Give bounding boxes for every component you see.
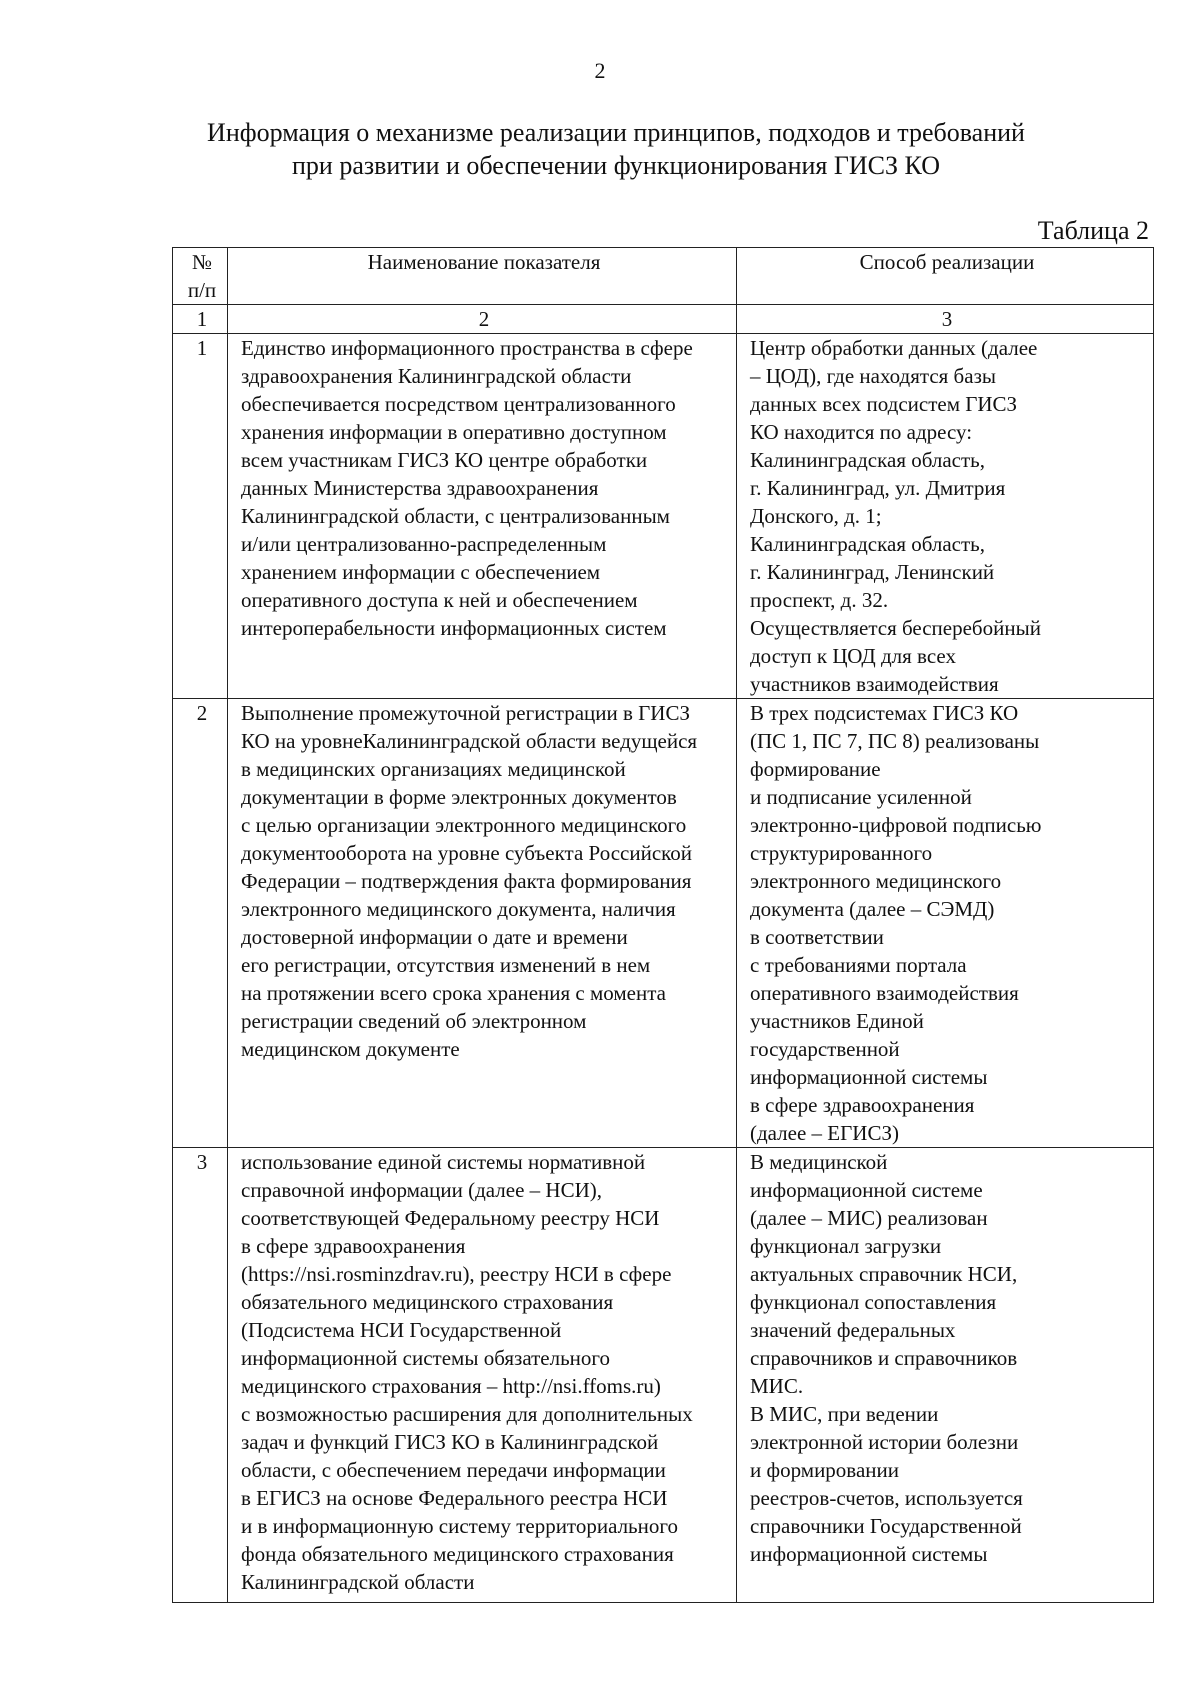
header-name: Наименование показателя	[228, 248, 737, 305]
row-number: 1	[173, 334, 228, 699]
implementation-method: Центр обработки данных (далее – ЦОД), где находятся базы данных всех подсистем ГИСЗ КО находится по адресу: Калининградская область, г. Калининград, ул. Дмитрия Донского, д. 1; Калининградская область, г. Калининград, Ленинский проспект, д. 32. Осуществляется бесперебойный доступ к ЦОД для всех участников взаимодействия	[737, 334, 1154, 699]
column-index-1: 1	[173, 305, 228, 334]
column-index-row	[173, 305, 1154, 334]
header-method: Способ реализации	[737, 248, 1154, 305]
table-caption: Таблица 2	[1037, 216, 1149, 245]
indicator-name: использование единой системы нормативной справочной информации (далее – НСИ), соответствующей Федеральному реестру НСИ в сфере здравоохранения (https://nsi.rosminzdrav.ru), реестру НСИ в сфере обязательного медицинского страхования (Подсистема НСИ Государственной информационной системы обязательного медицинского страхования – http://nsi.ffoms.ru) с возможностью расширения для дополнительных задач и функций ГИСЗ КО в Калининградской области, с обеспечением передачи информации в ЕГИСЗ на основе Федерального реестра НСИ и в информационную систему территориального фонда обязательного медицинского страхования Калининградской области	[228, 1148, 737, 1603]
indicator-name: Выполнение промежуточной регистрации в ГИСЗ КО на уровнеКалининградской области ведущейся в медицинских организациях медицинской документации в форме электронных документов с целью организации электронного медицинского документооборота на уровне субъекта Российской Федерации – подтверждения факта формирования электронного медицинского документа, наличия достоверной информации о дате и времени его регистрации, отсутствия изменений в нем на протяжении всего срока хранения с момента регистрации сведений об электронном медицинском документе	[228, 699, 737, 1148]
table-row	[173, 1148, 1154, 1603]
table-row	[173, 334, 1154, 699]
row-number: 3	[173, 1148, 228, 1603]
implementation-method: В медицинской информационной системе (далее – МИС) реализован функционал загрузки актуальных справочник НСИ, функционал сопоставления значений федеральных справочников и справочников МИС. В МИС, при ведении электронной истории болезни и формировании реестров-счетов, используется справочники Государственной информационной системы	[737, 1148, 1154, 1603]
title-line-2: при развитии и обеспечении функционирования ГИСЗ КО	[291, 151, 941, 180]
header-num: № п/п	[173, 248, 228, 305]
row-number: 2	[173, 699, 228, 1148]
info-table	[172, 247, 1154, 1603]
indicator-name: Единство информационного пространства в сфере здравоохранения Калининградской области обеспечивается посредством централизованного хранения информации в оперативно доступном всем участникам ГИСЗ КО центре обработки данных Министерства здравоохранения Калининградской области, с централизованным и/или централизованно-распределенным хранением информации с обеспечением оперативного доступа к ней и обеспечением интероперабельности информационных систем	[228, 334, 737, 699]
table-header-row	[173, 248, 1154, 305]
implementation-method: В трех подсистемах ГИСЗ КО (ПС 1, ПС 7, ПС 8) реализованы формирование и подписание усиленной электронно-цифровой подписью структурированного электронного медицинского документа (далее – СЭМД) в соответствии с требованиями портала оперативного взаимодействия участников Единой государственной информационной системы в сфере здравоохранения (далее – ЕГИСЗ)	[737, 699, 1154, 1148]
column-index-3: 3	[737, 305, 1154, 334]
document-title	[170, 116, 1062, 182]
table-row	[173, 699, 1154, 1148]
column-index-2: 2	[228, 305, 737, 334]
page-number: 2	[594, 58, 606, 83]
title-line-1: Информация о механизме реализации принципов, подходов и требований	[207, 118, 1025, 147]
